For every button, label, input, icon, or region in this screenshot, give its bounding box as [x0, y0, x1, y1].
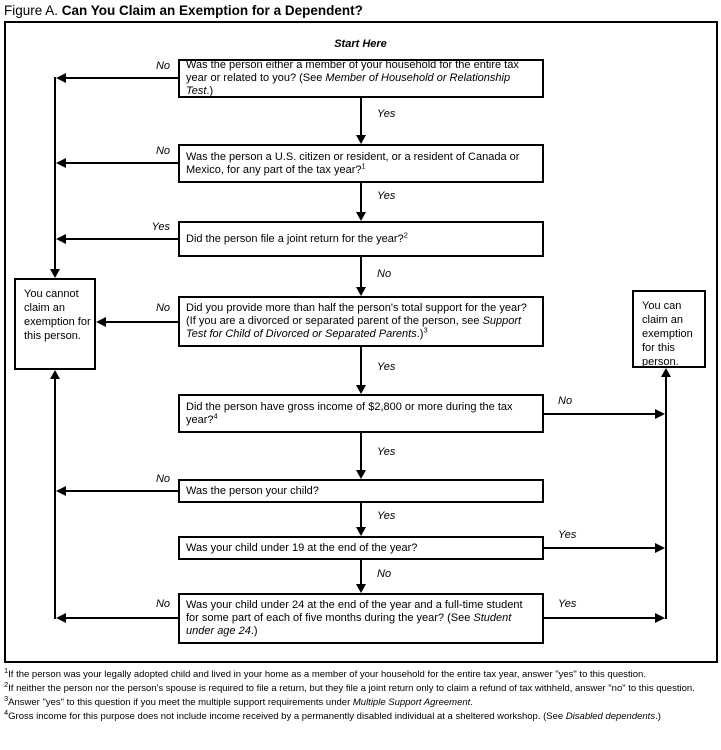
q2-text: Was the person a U.S. citizen or resident, or a resident of Canada or Mexico, for any part of the tax year? — [186, 150, 520, 176]
q5-footnote-ref: 4 — [213, 410, 218, 420]
label-q2-no: No — [155, 145, 170, 157]
connector-q6-no-line — [66, 490, 178, 492]
arrowhead-left-q6 — [56, 486, 66, 496]
arrowhead-left-q1 — [56, 73, 66, 83]
arrowhead-right-q8 — [655, 613, 665, 623]
label-q1-no: No — [155, 60, 170, 72]
question-text — [180, 300, 542, 343]
q5-text: Did the person have gross income of $2,800 or more during the tax year? — [186, 400, 513, 426]
connector-q4-no-line — [106, 321, 178, 323]
label-q7-no: No — [377, 568, 392, 580]
label-q5-no: No — [558, 395, 573, 407]
footnotes — [4, 665, 718, 724]
arrowhead-down-q4 — [356, 287, 366, 296]
q1-text-end: .) — [206, 85, 214, 97]
arrowhead-down-q8 — [356, 584, 366, 593]
label-q8-yes: Yes — [558, 598, 577, 610]
question-box-your-child — [178, 479, 544, 503]
connector-q7-q8-line — [360, 560, 362, 584]
label-q8-no: No — [155, 598, 170, 610]
arrowhead-right-q5 — [655, 409, 665, 419]
figure-title-main: Can You Claim an Exemption for a Dependent? — [61, 3, 363, 18]
connector-q1-no-line — [66, 77, 178, 79]
q4-text: Did you provide more than half the person's total support for the year? (If you are a divorced or separated parent of the person, see — [186, 302, 527, 327]
question-text — [180, 597, 542, 640]
question-text — [180, 540, 425, 557]
question-box-under-19 — [178, 536, 544, 560]
arrowhead-down-q2 — [356, 135, 366, 144]
arrowhead-down-q3 — [356, 212, 366, 221]
question-box-joint-return — [178, 221, 544, 257]
q3-text: Did the person file a joint return for the year? — [186, 232, 404, 245]
arrowhead-left-q3 — [56, 234, 66, 244]
footnote-3 — [4, 693, 718, 710]
q4-footnote-ref: 3 — [423, 325, 428, 335]
footnote-3-italic: Multiple Support Agreement — [352, 697, 471, 708]
connector-q5-no-line — [544, 413, 655, 415]
arrowhead-into-cannot-right — [96, 317, 106, 327]
result-box-cannot-claim — [14, 278, 96, 370]
question-box-under-24-student — [178, 593, 544, 644]
question-text — [180, 399, 542, 429]
label-q1-yes: Yes — [377, 108, 396, 120]
connector-q6-q7-line — [360, 503, 362, 527]
footnote-4-text-end: .) — [655, 711, 661, 722]
question-box-support — [178, 296, 544, 347]
q8-text: Was your child under 24 at the end of the year and a full-time student for some part of each of five months during the year? (See — [186, 599, 523, 624]
q2-footnote-ref: 1 — [361, 160, 366, 170]
label-q3-no: No — [377, 268, 392, 280]
q8-text-end: .) — [250, 625, 258, 637]
arrowhead-down-q5 — [356, 385, 366, 394]
label-q5-yes: Yes — [377, 446, 396, 458]
left-rail-lower — [54, 379, 56, 619]
footnote-4-text: Gross income for this purpose does not include income received by a permanently disabled individual at a sheltered workshop. (See — [8, 711, 566, 722]
footnote-1 — [4, 665, 718, 682]
label-q4-yes: Yes — [377, 361, 396, 373]
label-q2-yes: Yes — [377, 190, 396, 202]
connector-q2-no-line — [66, 162, 178, 164]
connector-q3-yes-line — [66, 238, 178, 240]
footnote-2-marker: 2 — [4, 679, 9, 689]
label-q7-yes: Yes — [558, 529, 577, 541]
start-here-label: Start Here — [334, 38, 387, 50]
q4-text-end: .) — [416, 328, 424, 340]
connector-q3-q4-line — [360, 257, 362, 287]
q1-text: Was the person either a member of your household for the entire tax year or related to you? (See — [186, 59, 519, 84]
arrowhead-down-q7 — [356, 527, 366, 536]
footnote-3-text-end: . — [470, 697, 473, 708]
arrowhead-into-cannot-top — [50, 269, 60, 278]
arrowhead-right-q7 — [655, 543, 665, 553]
connector-q7-yes-line — [544, 547, 655, 549]
question-text — [180, 149, 542, 179]
label-q6-yes: Yes — [377, 510, 396, 522]
result-text-can: You can claim an exemption for this person. — [642, 300, 693, 368]
connector-q8-no-line — [66, 617, 178, 619]
connector-q1-q2-line — [360, 98, 362, 135]
arrowhead-into-cannot-bottom — [50, 370, 60, 379]
question-text — [180, 483, 327, 500]
footnote-1-marker: 1 — [4, 665, 9, 675]
connector-q2-q3-line — [360, 183, 362, 212]
arrowhead-left-q8 — [56, 613, 66, 623]
arrowhead-down-q6 — [356, 470, 366, 479]
question-box-citizen — [178, 144, 544, 183]
figure-title-prefix: Figure A. — [4, 3, 62, 18]
question-text — [180, 231, 416, 248]
label-q4-no: No — [155, 302, 170, 314]
footnote-1-text: If the person was your legally adopted child and lived in your home as a member of your household for the entire tax year, answer "yes" to this question. — [8, 669, 646, 680]
q7-text: Was your child under 19 at the end of the year? — [186, 541, 418, 554]
figure-title — [4, 3, 363, 18]
connector-q5-q6-line — [360, 433, 362, 470]
q3-footnote-ref: 2 — [403, 229, 408, 239]
footnote-3-text: Answer "yes" to this question if you meet the multiple support requirements under — [8, 697, 353, 708]
footnote-4 — [4, 707, 718, 724]
footnote-4-italic: Disabled dependents — [565, 711, 656, 722]
label-q3-yes: Yes — [151, 221, 170, 233]
result-box-can-claim — [632, 290, 706, 368]
arrowhead-into-can-bottom — [661, 368, 671, 377]
q6-text: Was the person your child? — [186, 484, 319, 497]
footnote-4-marker: 4 — [4, 707, 9, 717]
result-text-cannot: You cannot claim an exemption for this person. — [24, 288, 91, 342]
q4-reference: Support Test for Child of Divorced or Separated Parents — [186, 315, 522, 340]
q1-reference: Member of Household or Relationship Test — [186, 72, 511, 97]
footnote-3-marker: 3 — [4, 693, 9, 703]
arrowhead-left-q2 — [56, 158, 66, 168]
question-box-household — [178, 59, 544, 98]
footnote-2 — [4, 679, 718, 696]
right-rail — [665, 377, 667, 619]
connector-q8-yes-line — [544, 617, 655, 619]
footnote-2-text: If neither the person nor the person's spouse is required to file a return, but they file a joint return only to claim a refund of tax withheld, answer "no" to this question. — [8, 683, 695, 694]
connector-q4-q5-line — [360, 347, 362, 385]
question-text — [180, 57, 542, 100]
question-box-gross-income — [178, 394, 544, 433]
label-q6-no: No — [155, 473, 170, 485]
q8-reference: Student under age 24 — [186, 612, 512, 637]
